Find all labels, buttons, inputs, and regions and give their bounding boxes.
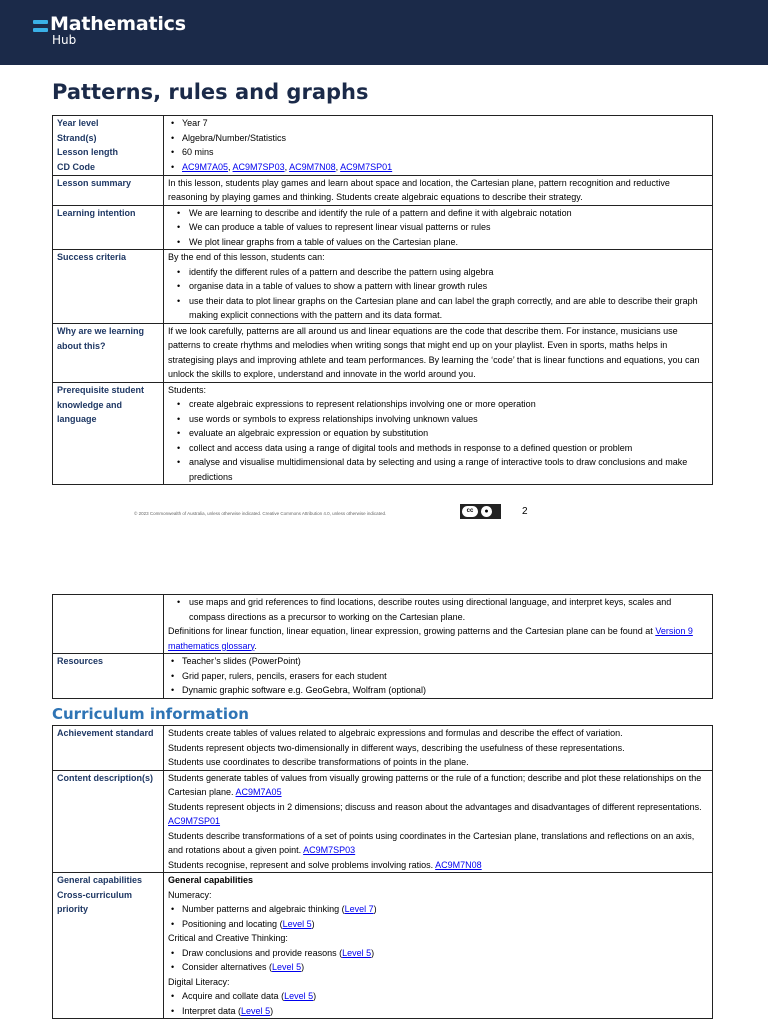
- general-capabilities-row: [53, 873, 713, 1019]
- list-item: • Dynamic graphic software e.g. GeoGebra, Wolfram (optional): [168, 683, 708, 698]
- label-line: Cross-curriculum: [57, 889, 133, 900]
- label-prerequisite: [53, 382, 164, 485]
- content-description-content: [164, 770, 713, 873]
- level-link[interactable]: Level 7: [344, 904, 374, 914]
- label-strands: Strand(s): [57, 132, 97, 143]
- list-item: • identify the different rules of a pattern and describe the pattern using algebra: [168, 265, 708, 280]
- success-criteria-content: [164, 250, 713, 324]
- label-line: Prerequisite student: [57, 384, 145, 395]
- list-item: • We can produce a table of values to represent linear visual patterns or rules: [168, 220, 708, 235]
- prerequisite-continued-row: [53, 595, 713, 654]
- critical-thinking-heading: Critical and Creative Thinking:: [168, 933, 288, 943]
- list-item: [168, 917, 708, 932]
- level-link[interactable]: Level 5: [272, 962, 302, 972]
- list-item: • organise data in a table of values to show a pattern with linear growth rules: [168, 279, 708, 294]
- list-item: • Teacher’s slides (PowerPoint): [168, 654, 708, 669]
- level-link[interactable]: Level 5: [342, 947, 372, 958]
- level-link[interactable]: Level 5: [284, 991, 314, 1001]
- continued-table: [52, 594, 713, 699]
- definitions-paragraph: [168, 624, 708, 653]
- learning-intention-row: [53, 205, 713, 250]
- code-link[interactable]: AC9M7SP01: [168, 816, 221, 826]
- item-end: ): [270, 1005, 274, 1016]
- achievement-line: Students represent objects two-dimensionally in different ways, describing the usefulness of these representations.: [168, 742, 625, 753]
- item-end: ): [373, 904, 377, 914]
- prerequisite-row: [53, 382, 713, 485]
- list-item: • use maps and grid references to find locations, describe routes using directional language, and interpret keys, scales and compass directions as a precursor to working on the Cartesian plane.: [168, 595, 708, 624]
- code-link[interactable]: AC9M7N08: [435, 859, 482, 870]
- item-text: Number patterns and algebraic thinking (: [182, 904, 345, 914]
- code-link[interactable]: AC9M7N08: [289, 161, 336, 172]
- definitions-end: .: [254, 640, 257, 651]
- list-item: [168, 902, 708, 917]
- content-text: Students represent objects in 2 dimensions; discuss and reason about the advantages and disadvantages of different representations.: [168, 801, 702, 812]
- list-item: • evaluate an algebraic expression or equation by substitution: [168, 426, 708, 441]
- curriculum-heading: Curriculum information: [52, 705, 249, 723]
- lesson-summary-text: In this lesson, students play games and learn about space and location, the Cartesian plane, pattern recognition and reductive reasoning by playing games and thinking. Students create algebraic equations to describe their strategy.: [164, 175, 713, 205]
- level-link[interactable]: Level 5: [241, 1005, 271, 1016]
- achievement-line: Students use coordinates to describe transformations of points in the plane.: [168, 757, 469, 767]
- code-link[interactable]: AC9M7A05: [182, 161, 229, 172]
- page-number: 2: [522, 506, 528, 517]
- value-cd-codes: • AC9M7A05, AC9M7SP03, AC9M7N08, AC9M7SP01: [168, 160, 708, 175]
- achievement-content: [164, 726, 713, 771]
- glossary-link[interactable]: Version 9 mathematics glossary: [168, 626, 693, 651]
- item-text: Consider alternatives (: [182, 962, 273, 972]
- label-line: about this?: [57, 340, 106, 351]
- gc-heading: General capabilities: [168, 875, 254, 885]
- list-item: • create algebraic expressions to represent relationships involving one or more operation: [168, 397, 708, 412]
- code-link[interactable]: AC9M7SP03: [232, 161, 285, 172]
- label-line: priority: [57, 904, 89, 915]
- overview-labels: [53, 116, 164, 176]
- label-lesson-length: Lesson length: [57, 147, 119, 158]
- list-item: • use their data to plot linear graphs on the Cartesian plane and can label the graph correctly, and are able to describe their graph making explicit connections with the pattern and its data format.: [168, 294, 708, 323]
- numeracy-heading: Numeracy:: [168, 889, 212, 900]
- content-text: Students describe transformations of a set of points using coordinates in the Cartesian plane, translations and reflections on an axis, and rotations about a given point.: [168, 830, 695, 855]
- content-item: [168, 771, 708, 800]
- list-item: [168, 1004, 708, 1019]
- creative-commons-icon: [460, 504, 501, 519]
- label-line: language: [57, 414, 97, 425]
- curriculum-table: [52, 725, 713, 1019]
- cc-by-person-icon: ●: [481, 506, 492, 517]
- label-line: General capabilities: [57, 875, 143, 885]
- overview-row: [53, 116, 713, 176]
- item-text: Interpret data (: [182, 1005, 242, 1016]
- label-year-level: Year level: [57, 118, 99, 128]
- item-end: ): [371, 947, 375, 958]
- value-year-level: • Year 7: [168, 116, 708, 131]
- list-item: [168, 960, 708, 975]
- copyright-footer: © 2023 Commonwealth of Australia, unless otherwise indicated. Creative Commons Attribution 4.0, unless otherwise indicated.: [134, 511, 387, 516]
- content-text: Students generate tables of values from visually growing patterns or the rule of a function; describe and plot these relationships on the Cartesian plane.: [168, 772, 702, 797]
- achievement-row: [53, 726, 713, 771]
- resources-row: [53, 654, 713, 699]
- item-text: Draw conclusions and provide reasons (: [182, 947, 343, 958]
- logo-brand-sub: Hub: [52, 33, 77, 47]
- list-item: [168, 989, 708, 1004]
- label-content-description: Content description(s): [53, 770, 164, 873]
- value-strands: • Algebra/Number/Statistics: [168, 131, 708, 146]
- list-item: • Grid paper, rulers, pencils, erasers for each student: [168, 669, 708, 684]
- header-bar: [0, 0, 768, 65]
- equals-logo-icon: [33, 20, 48, 34]
- item-end: ): [301, 962, 305, 972]
- label-lesson-summary: Lesson summary: [53, 175, 164, 205]
- list-item: • collect and access data using a range of digital tools and methods in response to a defined question or problem: [168, 441, 708, 456]
- cc-badge: cc: [462, 506, 478, 517]
- label-cd-code: CD Code: [57, 162, 95, 173]
- content-description-row: [53, 770, 713, 873]
- why-learning-text: If we look carefully, patterns are all around us and linear equations are the code that describe them. For instance, musicians use patterns to create rhythms and melodies when writing songs that might end up on your playlist. Even in sports, maths helps in strategising plays and improving athlete and team performances. By learning the ‘code’ that is linear functions and equations, you can unlock the skills to explore, understand and innovate in the world around you.: [164, 323, 713, 382]
- why-learning-row: [53, 323, 713, 382]
- definitions-text: Definitions for linear function, linear equation, linear expression, growing patterns and the Cartesian plane can be found at: [168, 626, 656, 636]
- item-end: ): [311, 918, 315, 929]
- content-text: Students recognise, represent and solve problems involving ratios.: [168, 859, 436, 870]
- label-achievement-standard: Achievement standard: [53, 726, 164, 771]
- code-link[interactable]: AC9M7SP01: [340, 161, 393, 172]
- label-resources: Resources: [53, 654, 164, 699]
- level-link[interactable]: Level 5: [282, 918, 312, 929]
- success-criteria-row: [53, 250, 713, 324]
- prerequisite-intro: Students:: [168, 384, 207, 395]
- lesson-summary-row: [53, 175, 713, 205]
- success-criteria-intro: By the end of this lesson, students can:: [168, 252, 325, 263]
- list-item: • We are learning to describe and identify the rule of a pattern and define it with algebraic notation: [168, 206, 708, 221]
- learning-intention-list: [164, 205, 713, 250]
- list-item: • analyse and visualise multidimensional data by selecting and using a range of interactive tools to draw conclusions and make predictions: [168, 455, 708, 484]
- item-text: Acquire and collate data (: [182, 991, 285, 1001]
- prerequisite-continued-content: [164, 595, 713, 654]
- label-line: Why are we learning: [57, 325, 145, 336]
- item-end: ): [313, 991, 317, 1001]
- lesson-overview-table: [52, 115, 713, 485]
- label-success-criteria: Success criteria: [53, 250, 164, 324]
- label-general-capabilities: [53, 873, 164, 1019]
- prerequisite-content: [164, 382, 713, 485]
- achievement-line: Students create tables of values related to algebraic expressions and formulas and describe the effect of variation.: [168, 728, 623, 738]
- value-lesson-length: • 60 mins: [168, 145, 708, 160]
- content-item: [168, 800, 708, 829]
- overview-values: [164, 116, 713, 176]
- code-link[interactable]: AC9M7SP03: [303, 845, 356, 855]
- item-text: Positioning and locating (: [182, 918, 283, 929]
- content-item: [168, 829, 708, 858]
- label-line: knowledge and: [57, 399, 123, 410]
- logo-brand: Mathematics: [50, 13, 186, 35]
- general-capabilities-content: [164, 873, 713, 1019]
- code-link[interactable]: AC9M7A05: [235, 787, 282, 797]
- page-title: Patterns, rules and graphs: [52, 80, 369, 104]
- list-item: • use words or symbols to express relationships involving unknown values: [168, 412, 708, 427]
- list-item: • We plot linear graphs from a table of values on the Cartesian plane.: [168, 235, 708, 250]
- label-learning-intention: Learning intention: [53, 205, 164, 250]
- empty-label-cell: [53, 595, 164, 654]
- content-item: [168, 858, 708, 873]
- resources-list: [164, 654, 713, 699]
- label-why-learning: [53, 323, 164, 382]
- digital-literacy-heading: Digital Literacy:: [168, 976, 230, 987]
- list-item: [168, 946, 708, 961]
